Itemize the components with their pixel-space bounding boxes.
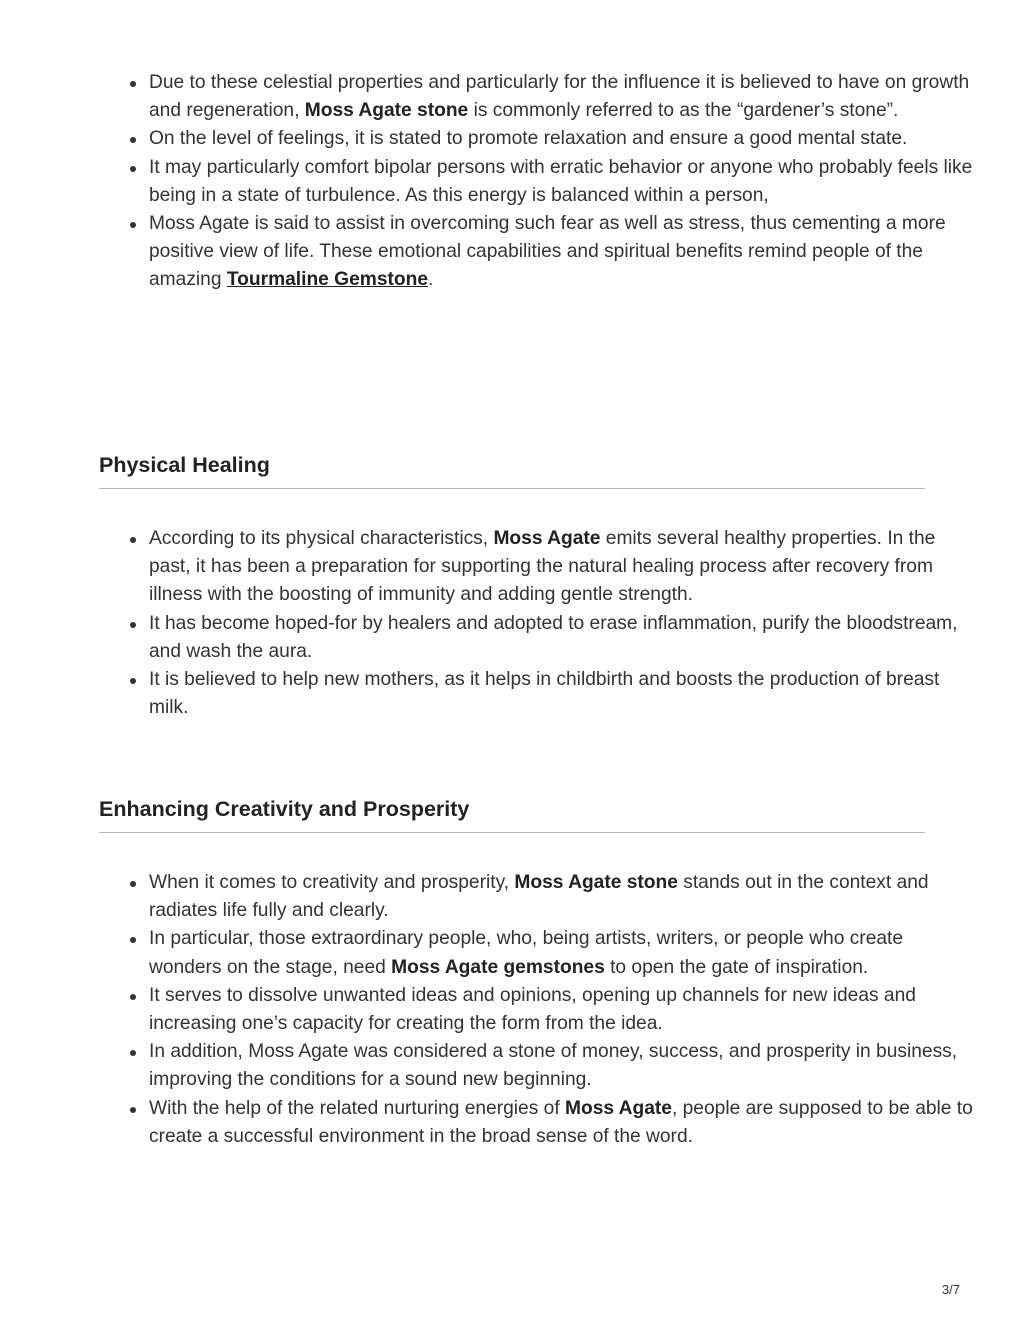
section-heading-physical-healing: Physical Healing xyxy=(99,451,925,489)
bold-term: Moss Agate stone xyxy=(304,100,469,122)
list-item xyxy=(149,525,975,610)
item-text: In particular, those extraordinary people, who, being artists, writers, or people who create wonders on the stage, need xyxy=(149,928,904,978)
list-item xyxy=(149,925,975,981)
item-text: It is believed to help new mothers, as it helps in childbirth and boosts the production of breast milk. xyxy=(149,669,940,719)
item-text: It may particularly comfort bipolar persons with erratic behavior or anyone who probably feels like being in a state of turbulence. As this energy is balanced within a person, xyxy=(149,156,973,206)
bold-term: Moss Agate stone xyxy=(514,872,678,893)
list-item xyxy=(149,210,975,295)
item-text: When it comes to creativity and prosperity, xyxy=(149,872,515,893)
item-text: With the help of the related nurturing energies of xyxy=(149,1097,565,1119)
item-text: According to its physical characteristics, xyxy=(149,528,494,549)
bold-term: Moss Agate xyxy=(564,1097,672,1119)
item-text: In addition, Moss Agate was considered a stone of money, success, and prosperity in business, improving the conditions for a sound new beginning. xyxy=(149,1041,958,1091)
section-heading-creativity: Enhancing Creativity and Prosperity xyxy=(99,795,925,833)
list-item xyxy=(149,69,975,125)
bold-term: Moss Agate gemstones xyxy=(391,956,605,978)
bullet-list-emotional xyxy=(99,69,975,295)
item-text: . xyxy=(428,269,434,291)
list-item xyxy=(149,610,975,666)
item-text: It has become hoped-for by healers and adopted to erase inflammation, purify the bloodstream, and wash the aura. xyxy=(149,612,958,662)
item-text: It serves to dissolve unwanted ideas and opinions, opening up channels for new ideas and increasing one’s capacity for creating the form from the idea. xyxy=(149,984,916,1035)
item-text: is commonly referred to as the “gardener’s stone”. xyxy=(468,100,899,122)
list-item xyxy=(149,154,975,210)
list-item xyxy=(149,982,975,1038)
tourmaline-gemstone-link[interactable]: Tourmaline Gemstone xyxy=(226,269,429,291)
bullet-list-physical-healing xyxy=(99,525,975,722)
bullet-list-creativity xyxy=(99,869,975,1151)
item-text: Due to these celestial properties and particularly for the influence it is believed to have on growth and regeneration, xyxy=(149,72,970,122)
list-item xyxy=(149,125,975,153)
list-item xyxy=(149,1095,975,1151)
item-text: emits several healthy properties. In the past, it has been a preparation for supporting the natural healing process after recovery from illness with the boosting of immunity and adding gentle strength. xyxy=(149,528,936,606)
list-item xyxy=(149,869,975,925)
item-text: , people are supposed to be able to create a successful environment in the broad sense of the word. xyxy=(149,1097,973,1147)
bold-term: Moss Agate xyxy=(493,528,601,549)
list-item xyxy=(149,1038,975,1094)
item-text: to open the gate of inspiration. xyxy=(604,956,869,978)
item-text: Moss Agate is said to assist in overcoming such fear as well as stress, thus cementing a more positive view of life. These emotional capabilities and spiritual benefits remind people of the amazing xyxy=(149,213,946,291)
page-number: 3/7 xyxy=(941,1282,960,1297)
item-text: stands out in the context and radiates life fully and clearly. xyxy=(149,872,929,922)
list-item xyxy=(149,666,975,722)
item-text: On the level of feelings, it is stated to promote relaxation and ensure a good mental state. xyxy=(149,128,908,150)
